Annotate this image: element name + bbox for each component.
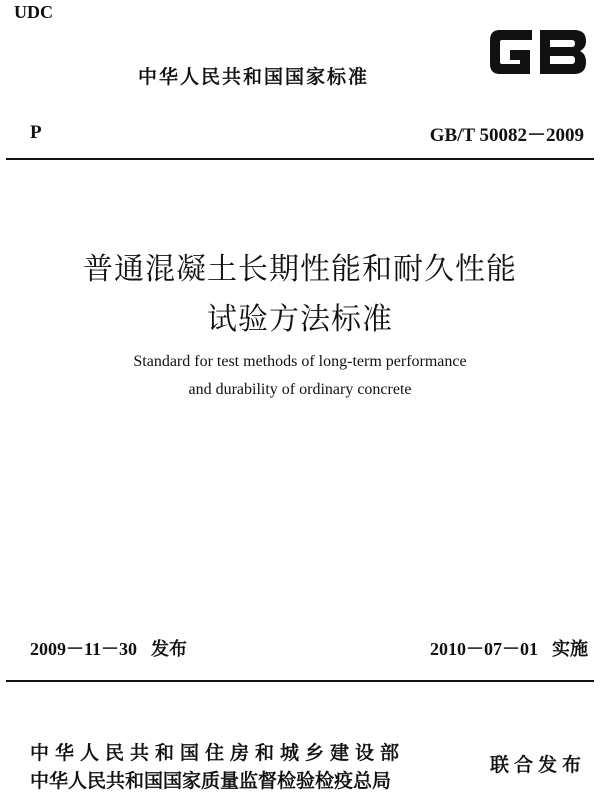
gb-logo [486,22,590,82]
udc-label: UDC [14,2,53,22]
implementation-date: 2010－07－01 [430,639,538,659]
issuer-quality-administration: 中华人民共和国国家质量监督检验检疫总局 [30,770,392,792]
issuer-housing-ministry: 中华人民共和国住房和城乡建设部 [30,742,406,764]
title-chinese-line-1: 普通混凝土长期性能和耐久性能 [83,252,517,287]
title-chinese-line-2: 试验方法标准 [207,302,393,337]
implementation-label: 实施 [552,639,588,660]
standard-number: GB/T 50082－2009 [429,125,584,146]
bottom-divider [6,680,594,682]
implementation-date-block [430,635,588,661]
title-english-line-1: Standard for test methods of long-term performance [133,353,467,370]
category-code: P [30,122,42,143]
title-chinese [0,245,600,345]
issue-date: 2009－11－30 [30,639,138,659]
title-english-line-2: and durability of ordinary concrete [188,381,412,398]
issue-date-block [30,635,187,661]
title-english [0,348,600,404]
top-divider [6,158,594,160]
national-standard-heading: 中华人民共和国国家标准 [138,66,370,88]
issue-label: 发布 [151,639,188,660]
joint-issue-label: 联合发布 [489,754,586,776]
